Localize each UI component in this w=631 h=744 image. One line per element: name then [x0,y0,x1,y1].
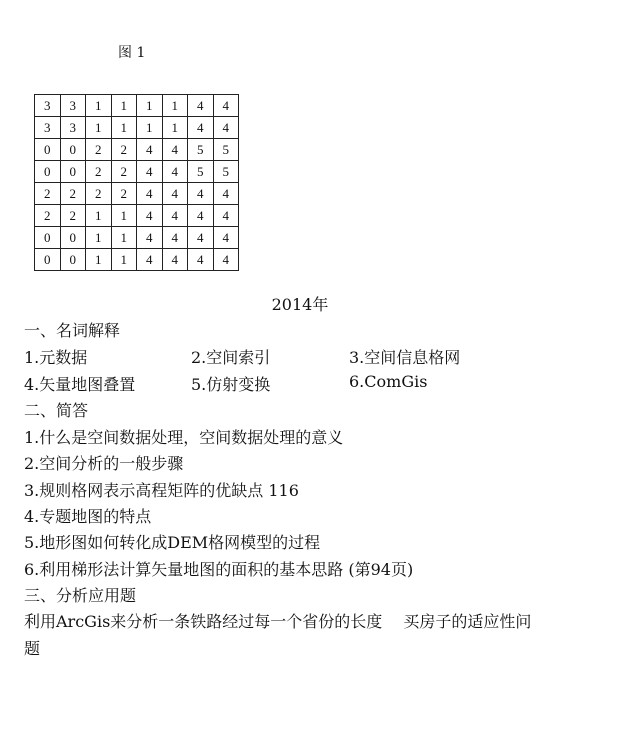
grid-cell: 4 [213,95,239,117]
grid-cell: 1 [86,205,112,227]
application-question-line-2: 题 [24,639,41,658]
grid-cell: 4 [188,227,214,249]
grid-cell: 1 [111,95,137,117]
term-item-4: 4.矢量地图叠置 [24,375,136,394]
grid-cell: 2 [35,183,61,205]
grid-cell: 4 [188,117,214,139]
grid-cell: 1 [137,95,163,117]
grid-cell: 2 [111,183,137,205]
grid-cell: 4 [213,227,239,249]
grid-cell: 1 [86,95,112,117]
short-answer-item-6: 6.利用梯形法计算矢量地图的面积的基本思路 (第94页) [24,560,414,579]
grid-cell: 1 [111,205,137,227]
grid-cell: 0 [60,139,86,161]
grid-cell: 4 [213,205,239,227]
term-item-6: 6.ComGis [349,372,428,391]
grid-cell: 0 [35,227,61,249]
term-item-2: 2.空间索引 [191,348,271,367]
grid-row [35,95,239,117]
grid-cell: 0 [60,249,86,271]
grid-cell: 5 [188,139,214,161]
grid-cell: 4 [162,205,188,227]
grid-cell: 4 [162,249,188,271]
grid-cell: 1 [86,249,112,271]
exam-year-heading: 2014年 [271,295,329,314]
grid-cell: 4 [188,205,214,227]
grid-cell: 1 [162,117,188,139]
grid-cell: 4 [162,139,188,161]
grid-cell: 1 [86,227,112,249]
section1-title: 一、名词解释 [24,321,121,340]
short-answer-item-4: 4.专题地图的特点 [24,507,152,526]
grid-cell: 4 [213,249,239,271]
grid-row [35,117,239,139]
grid-cell: 4 [188,249,214,271]
application-question-line-1: 利用ArcGis来分析一条铁路经过每一个省份的长度 买房子的适应性问 [24,612,532,631]
grid-cell: 5 [213,139,239,161]
grid-cell: 1 [137,117,163,139]
short-answer-item-2: 2.空间分析的一般步骤 [24,454,184,473]
grid-cell: 2 [60,205,86,227]
grid-cell: 4 [162,183,188,205]
grid-cell: 5 [213,161,239,183]
grid-cell: 2 [111,161,137,183]
grid-cell: 4 [137,161,163,183]
raster-grid-table [34,94,239,271]
raster-grid-body [35,95,239,271]
grid-cell: 0 [35,249,61,271]
grid-row [35,205,239,227]
grid-cell: 2 [86,161,112,183]
grid-cell: 2 [60,183,86,205]
grid-cell: 1 [111,227,137,249]
grid-cell: 0 [35,139,61,161]
grid-cell: 3 [35,117,61,139]
grid-cell: 3 [35,95,61,117]
term-item-1: 1.元数据 [24,348,88,367]
grid-cell: 4 [137,227,163,249]
grid-cell: 2 [86,183,112,205]
term-item-3: 3.空间信息格网 [349,348,461,367]
grid-row [35,249,239,271]
section2-title: 二、简答 [24,401,89,420]
grid-cell: 4 [137,139,163,161]
grid-cell: 1 [111,117,137,139]
grid-cell: 2 [35,205,61,227]
grid-cell: 3 [60,95,86,117]
grid-cell: 2 [86,139,112,161]
grid-cell: 4 [137,249,163,271]
section3-title: 三、分析应用题 [24,586,137,605]
grid-row [35,139,239,161]
short-answer-item-3: 3.规则格网表示高程矩阵的优缺点 116 [24,481,299,500]
grid-cell: 0 [35,161,61,183]
grid-cell: 5 [188,161,214,183]
grid-cell: 1 [86,117,112,139]
grid-row [35,161,239,183]
grid-cell: 2 [111,139,137,161]
grid-cell: 4 [162,227,188,249]
grid-cell: 0 [60,161,86,183]
grid-cell: 1 [162,95,188,117]
grid-cell: 3 [60,117,86,139]
grid-cell: 4 [188,183,214,205]
short-answer-item-5: 5.地形图如何转化成DEM格网模型的过程 [24,533,321,552]
short-answer-item-1: 1.什么是空间数据处理，空间数据处理的意义 [24,428,344,447]
grid-cell: 0 [60,227,86,249]
grid-row [35,227,239,249]
grid-row [35,183,239,205]
grid-cell: 4 [162,161,188,183]
grid-cell: 4 [137,183,163,205]
grid-cell: 4 [213,183,239,205]
term-item-5: 5.仿射变换 [191,375,271,394]
grid-cell: 1 [111,249,137,271]
figure-caption: 图 1 [118,45,146,61]
grid-cell: 4 [213,117,239,139]
grid-cell: 4 [137,205,163,227]
grid-cell: 4 [188,95,214,117]
